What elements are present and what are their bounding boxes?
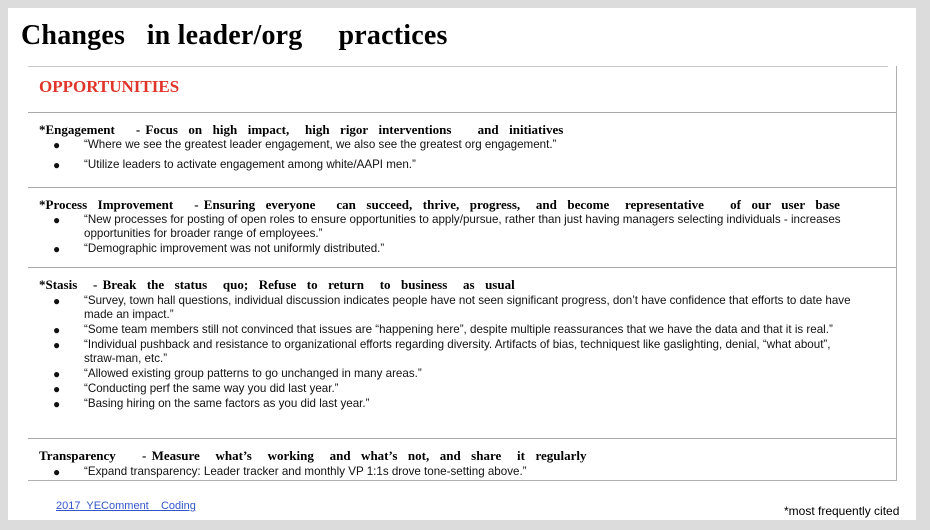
bullet-icon: ●: [53, 382, 61, 396]
divider: [28, 66, 888, 67]
list-item: ● “Individual pushback and resistance to organizational efforts regarding diversity. Artifacts of bias, techniquest like gaslighting, denial, “what about”, straw-man, etc.”: [53, 338, 831, 365]
bullet-icon: ●: [53, 367, 61, 381]
opportunities-box: [28, 66, 897, 481]
list-item: ● “Utilize leaders to activate engagement among white/AAPI men.”: [53, 158, 416, 172]
list-item: ● “Survey, town hall questions, individual discussion indicates people have not seen significant progress, don’t have confidence that efforts to date have made an impact.”: [53, 294, 851, 321]
list-item: ● “Some team members still not convinced that issues are “happening here”, despite multiple reassurances that we have the data and that it is real.”: [53, 323, 833, 337]
bullet-icon: ●: [53, 465, 61, 479]
section-heading: *Engagement - Focus on high impact, high rigor interventions and initiatives: [39, 122, 564, 137]
source-link[interactable]: 2017 YEComment Coding: [56, 500, 196, 512]
section-stasis: [28, 267, 896, 438]
footnote: *most frequently cited: [784, 504, 900, 518]
bullet-icon: ●: [53, 213, 61, 227]
section-heading: Transparency - Measure what’s working and what’s not, and share it regularly: [39, 448, 587, 463]
list-item: ● “Allowed existing group patterns to go unchanged in many areas.”: [53, 367, 422, 381]
slide: [8, 8, 916, 520]
bullet-icon: ●: [53, 242, 61, 256]
bullet-list: [28, 465, 888, 480]
list-item: ● “Demographic improvement was not uniformly distributed.”: [53, 242, 385, 256]
section-engagement: [28, 112, 896, 187]
bullet-list: [28, 294, 888, 412]
section-process-improvement: [28, 187, 896, 267]
list-item: ● “New processes for posting of open roles to ensure opportunities to apply/pursue, rather than just having managers selecting individuals - increases opportunities for broader range of employees.”: [53, 213, 841, 240]
list-item: ● “Expand transparency: Leader tracker and monthly VP 1:1s drove tone-setting above.”: [53, 465, 527, 479]
bullet-icon: ●: [53, 138, 61, 152]
bullet-list: [28, 213, 888, 257]
slide-title: Changes in leader/org practices: [21, 20, 448, 51]
list-item: ● “Basing hiring on the same factors as you did last year.”: [53, 397, 370, 411]
section-heading: *Stasis - Break the status quo; Refuse to return to business as usual: [39, 277, 515, 292]
bullet-icon: ●: [53, 338, 61, 352]
bullet-icon: ●: [53, 158, 61, 172]
section-transparency: [28, 438, 896, 481]
bullet-icon: ●: [53, 294, 61, 308]
list-item: ● “Conducting perf the same way you did last year.”: [53, 382, 339, 396]
bullet-icon: ●: [53, 397, 61, 411]
bullet-icon: ●: [53, 323, 61, 337]
section-heading: *Process Improvement - Ensuring everyone can succeed, thrive, progress, and become representative of our user base: [39, 197, 840, 212]
bullet-list: [28, 138, 888, 173]
opportunities-heading: OPPORTUNITIES: [39, 77, 180, 96]
list-item: ● “Where we see the greatest leader engagement, we also see the greatest org engagement.”: [53, 138, 557, 152]
